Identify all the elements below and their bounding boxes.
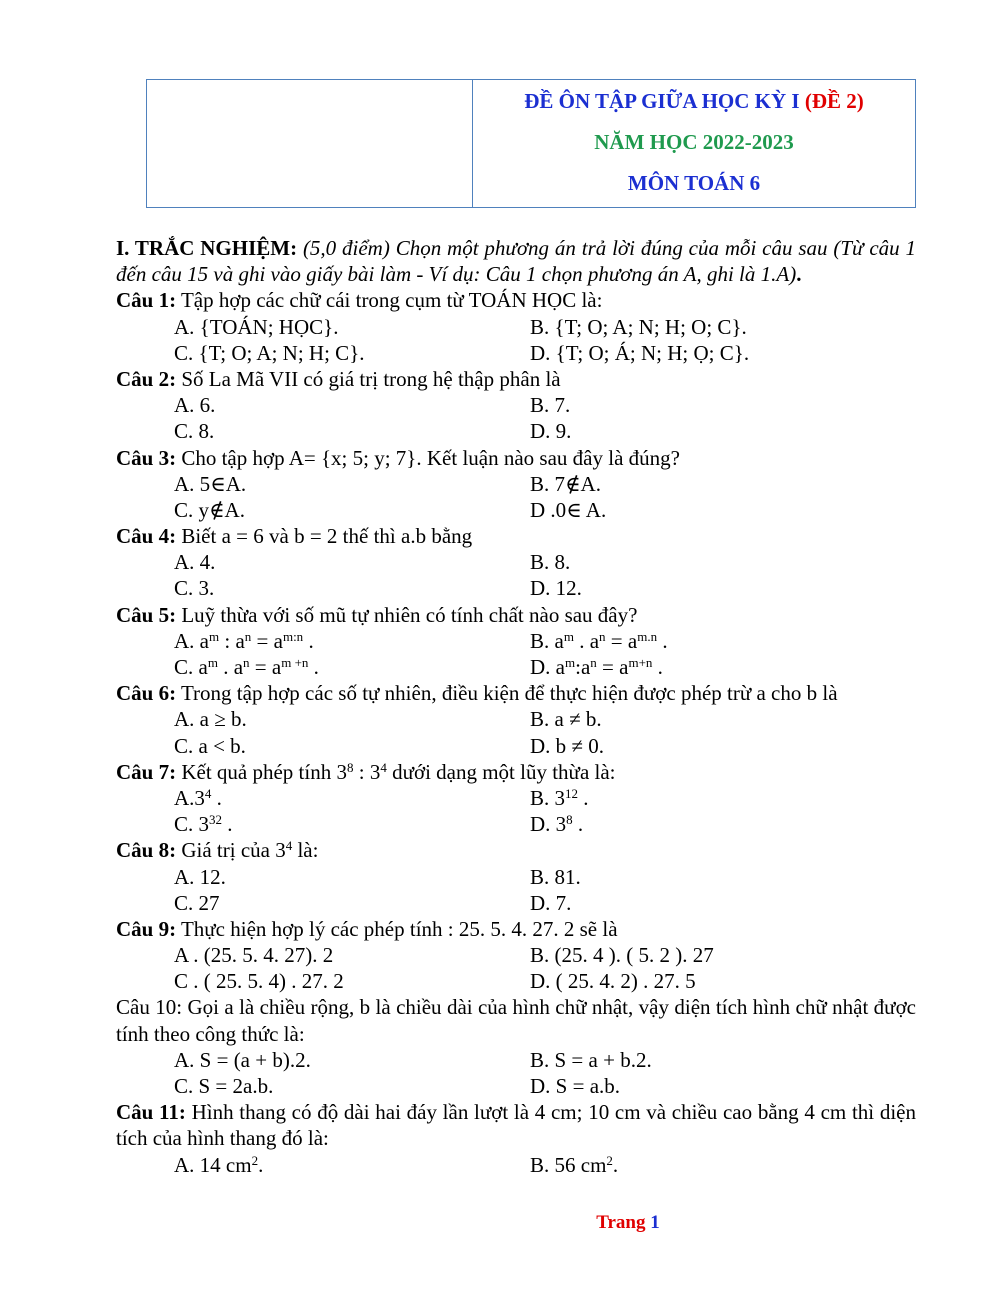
option-c: C. a < b. [174,733,246,758]
section-heading: I. TRẮC NGHIỆM: [116,236,298,260]
option-c: C. 27 [174,890,220,915]
option-c: C. S = 2a.b. [174,1074,274,1099]
option-d: D. 7. [530,890,572,915]
question-3-options-ab [116,471,916,497]
option-a: A. {TOÁN; HỌC}. [174,314,339,339]
page-footer [0,1212,1000,1234]
option-d: D .0∈ A. [530,497,607,522]
option-a: A. 4. [174,550,216,575]
option-a: A. S = (a + b).2. [174,1047,311,1072]
question-5-options-cd [116,654,916,680]
question-3-options-cd [116,497,916,523]
option-a: A. $a^m$ : $a^n = a^{m:n}$ . [174,628,314,653]
school-year: NĂM HỌC 2022-2023 [594,130,794,154]
header-table [146,79,916,208]
question-4-options-cd [116,575,916,601]
option-c: C. y∉A. [174,497,245,522]
option-b: B. 81. [530,864,581,889]
section-intro: I. TRẮC NGHIỆM: (5,0 điểm) Chọn một phương án trả lời đúng của mỗi câu sau (Từ câu 1 đến câu 15 và ghi vào giấy bài làm - Ví dụ: Câu 1 chọn phương án A, ghi là 1.A). [116,236,917,287]
option-b: B. (25. 4 ). ( 5. 2 ). 27 [530,943,714,968]
question-6-options-cd [116,733,916,759]
option-b: B. $3^{12}$ . [530,785,589,810]
option-c: C. 3. [174,576,215,601]
question-9-options-cd [116,968,916,994]
page-number: 1 [650,1212,660,1233]
question-7-options-ab [116,785,916,811]
question-1: Câu 1: Tập hợp các chữ cái trong cụm từ TOÁN HỌC là: [116,288,603,313]
option-a: A. 6. [174,393,216,418]
question-1-options-cd [116,340,916,366]
header-logo-cell [147,80,473,207]
question-10-options-ab [116,1047,916,1073]
option-a: A. 12. [174,864,226,889]
option-d: D. 12. [530,576,582,601]
option-b: B. a ≠ b. [530,707,602,732]
exam-title: ĐỀ ÔN TẬP GIỮA HỌC KỲ I (ĐỀ 2) [524,89,864,113]
question-11-options-ab [116,1152,916,1178]
question-10-options-cd [116,1073,916,1099]
question-4-options-ab [116,549,916,575]
option-b: B. $a^m$ . $a^n = a^{m.n}$ . [530,628,668,653]
question-3: Câu 3: Cho tập hợp A= {x; 5; y; 7}. Kết luận nào sau đây là đúng? [116,445,680,470]
option-c: C. $3^{32}$ . [174,812,233,837]
option-d: D. S = a.b. [530,1074,621,1099]
option-d: D. b ≠ 0. [530,733,604,758]
question-9-options-ab [116,942,916,968]
question-2: Câu 2: Số La Mã VII có giá trị trong hệ thập phân là [116,366,561,391]
question-8: Câu 8: Giá trị của $3^4$ là: [116,838,319,863]
option-a: A. 5∈A. [174,471,247,496]
option-a: $A.3^4$ . [174,785,222,810]
option-c: C. {T; O; A; N; H; C}. [174,340,365,365]
option-c: C . ( 25. 5. 4) . 27. 2 [174,969,344,994]
question-5: Câu 5: Luỹ thừa với số mũ tự nhiên có tính chất nào sau đây? [116,602,638,627]
section-instructions: (5,0 điểm) Chọn một phương án trả lời đúng của mỗi câu sau (Từ câu 1 đến câu 15 và ghi vào giấy bài làm - Ví dụ: Câu 1 chọn phương án A, ghi là 1.A) [116,236,917,287]
option-c: C. $a^m$ . $a^n = a^{m +n}$ . [174,655,319,680]
option-d: D. ( 25. 4. 2) . 27. 5 [530,969,696,994]
question-7-options-cd [116,811,916,837]
option-d: D. $3^8$ . [530,812,584,837]
option-b: B. {T; O; A; N; H; O; C}. [530,314,747,339]
option-b: B. 56 $cm^2$. [530,1152,619,1177]
question-4: Câu 4: Biết a = 6 và b = 2 thế thì a.b bằng [116,524,473,549]
footer-label: Trang [596,1212,646,1233]
option-a: A. a ≥ b. [174,707,247,732]
question-2-options-cd [116,418,916,444]
option-d: D. {T; O; Á; N; H; Ọ; C}. [530,340,750,365]
option-b: B. S = a + b.2. [530,1047,652,1072]
question-2-options-ab [116,392,916,418]
question-10: Câu 10: Gọi a là chiều rộng, b là chiều dài của hình chữ nhật, vậy diện tích hình chữ nhật được tính theo công thức là: [116,995,916,1046]
question-7: Câu 7: Kết quả phép tính $3^8$ : $3^4$ dưới dạng một lũy thừa là: [116,759,616,784]
option-d: D. 9. [530,419,572,444]
option-d: D. $a^m:a^n = a^{m+n}$ . [530,655,663,680]
question-8-options-cd [116,890,916,916]
question-11: Câu 11: Hình thang có độ dài hai đáy lần lượt là 4 cm; 10 cm và chiều cao bằng 4 cm thì diện tích của hình thang đó là: [116,1100,916,1151]
option-b: B. 8. [530,550,571,575]
option-b: B. 7∉A. [530,471,601,496]
question-1-options-ab [116,314,916,340]
option-a: A. 14 $cm^2$. [174,1152,264,1177]
question-5-options-ab [116,628,916,654]
subject: MÔN TOÁN 6 [627,171,761,195]
exam-content [116,235,916,1178]
question-8-options-ab [116,864,916,890]
question-6-options-ab [116,706,916,732]
header-title-cell [473,80,915,207]
question-9: Câu 9: Thực hiện hợp lý các phép tính : 25. 5. 4. 27. 2 sẽ là [116,916,618,941]
option-c: C. 8. [174,419,215,444]
option-a: A . (25. 5. 4. 27). 2 [174,943,334,968]
question-6: Câu 6: Trong tập hợp các số tự nhiên, điều kiện để thực hiện được phép trừ a cho b là [116,681,838,706]
option-b: B. 7. [530,393,571,418]
